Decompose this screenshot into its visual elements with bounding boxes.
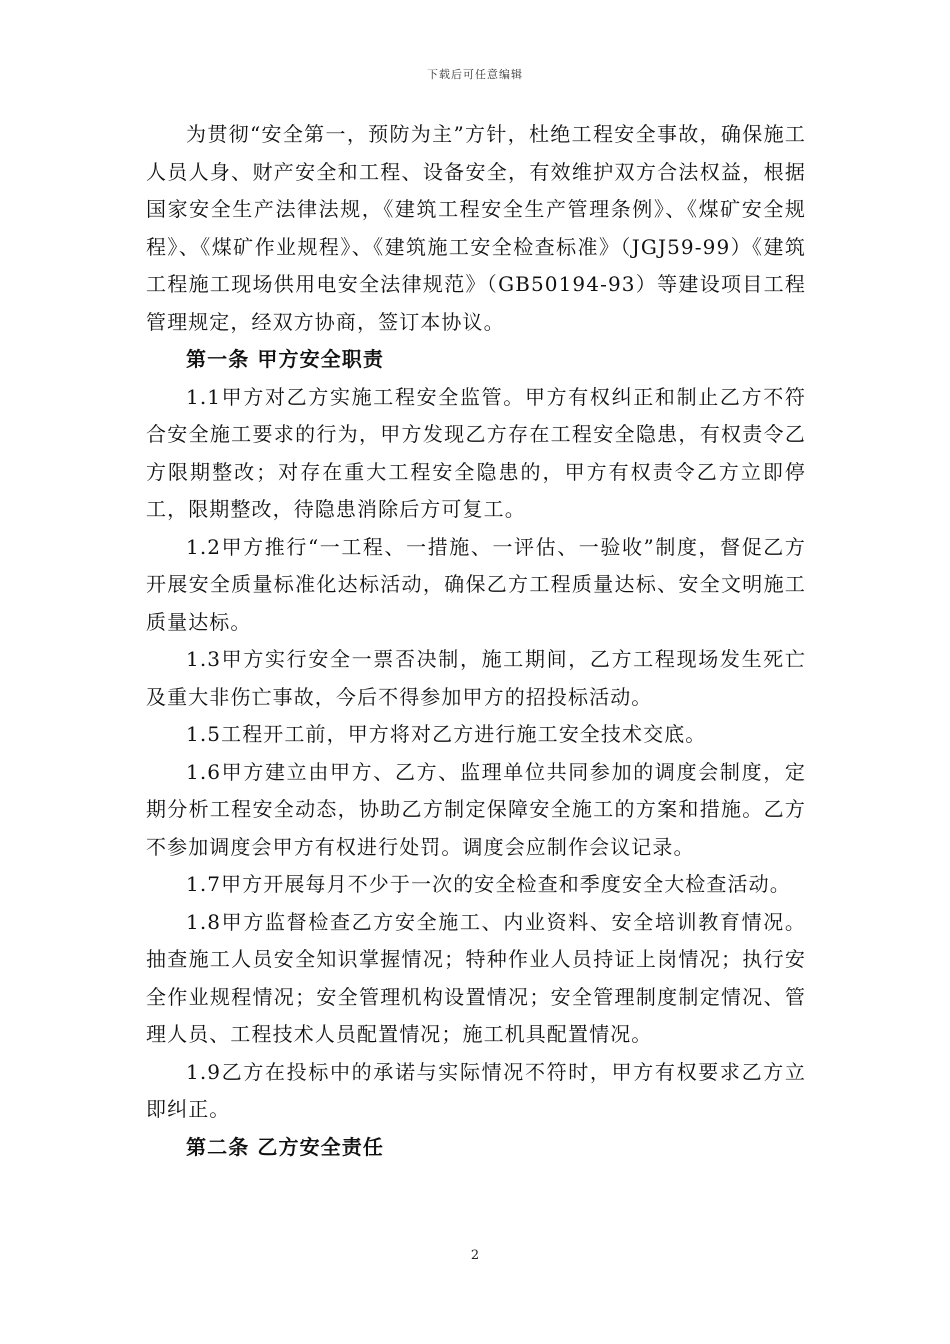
- document-body: [146, 116, 806, 1166]
- clause-1-5: 1.5工程开工前，甲方将对乙方进行施工安全技术交底。: [186, 722, 707, 746]
- clause-1-7: 1.7甲方开展每月不少于一次的安全检查和季度安全大检查活动。: [186, 872, 791, 896]
- page-header-note: 下载后可任意编辑: [427, 68, 523, 81]
- clause-1-1: 1.1甲方对乙方实施工程安全监管。甲方有权纠正和制止乙方不符合安全施工要求的行为，甲方发现乙方存在工程安全隐患，有权责令乙方限期整改；对存在重大工程安全隐患的，甲方有权责令乙方立即停工，限期整改，待隐患消除后方可复工。: [146, 384, 806, 521]
- clause-1-8: 1.8甲方监督检查乙方安全施工、内业资料、安全培训教育情况。抽查施工人员安全知识掌握情况；特种作业人员持证上岗情况；执行安全作业规程情况；安全管理机构设置情况；安全管理制度制定情况、管理人员、工程技术人员配置情况；施工机具配置情况。: [146, 909, 806, 1046]
- clause-1-3: 1.3甲方实行安全一票否决制，施工期间，乙方工程现场发生死亡及重大非伤亡事故，今后不得参加甲方的招投标活动。: [146, 647, 806, 709]
- page-number: 2: [470, 1248, 480, 1263]
- clause-1-2: 1.2甲方推行“一工程、一措施、一评估、一验收”制度，督促乙方开展安全质量标准化达标活动，确保乙方工程质量达标、安全文明施工质量达标。: [146, 534, 806, 634]
- article-1-heading: 第一条 甲方安全职责: [186, 347, 384, 371]
- clause-1-9: 1.9乙方在投标中的承诺与实际情况不符时，甲方有权要求乙方立即纠正。: [146, 1059, 806, 1121]
- clause-1-6: 1.6甲方建立由甲方、乙方、监理单位共同参加的调度会制度，定期分析工程安全动态，协助乙方制定保障安全施工的方案和措施。乙方不参加调度会甲方有权进行处罚。调度会应制作会议记录。: [146, 759, 806, 859]
- intro-paragraph: 为贯彻“安全第一，预防为主”方针，杜绝工程安全事故，确保施工人员人身、财产安全和工程、设备安全，有效维护双方合法权益，根据国家安全生产法律法规，《建筑工程安全生产管理条例》、《煤矿安全规程》、《煤矿作业规程》、《建筑施工安全检查标准》（JGJ59-99）《建筑工程施工现场供用电安全法律规范》（GB50194-93）等建设项目工程管理规定，经双方协商，签订本协议。: [146, 122, 806, 334]
- article-2-heading: 第二条 乙方安全责任: [186, 1134, 384, 1159]
